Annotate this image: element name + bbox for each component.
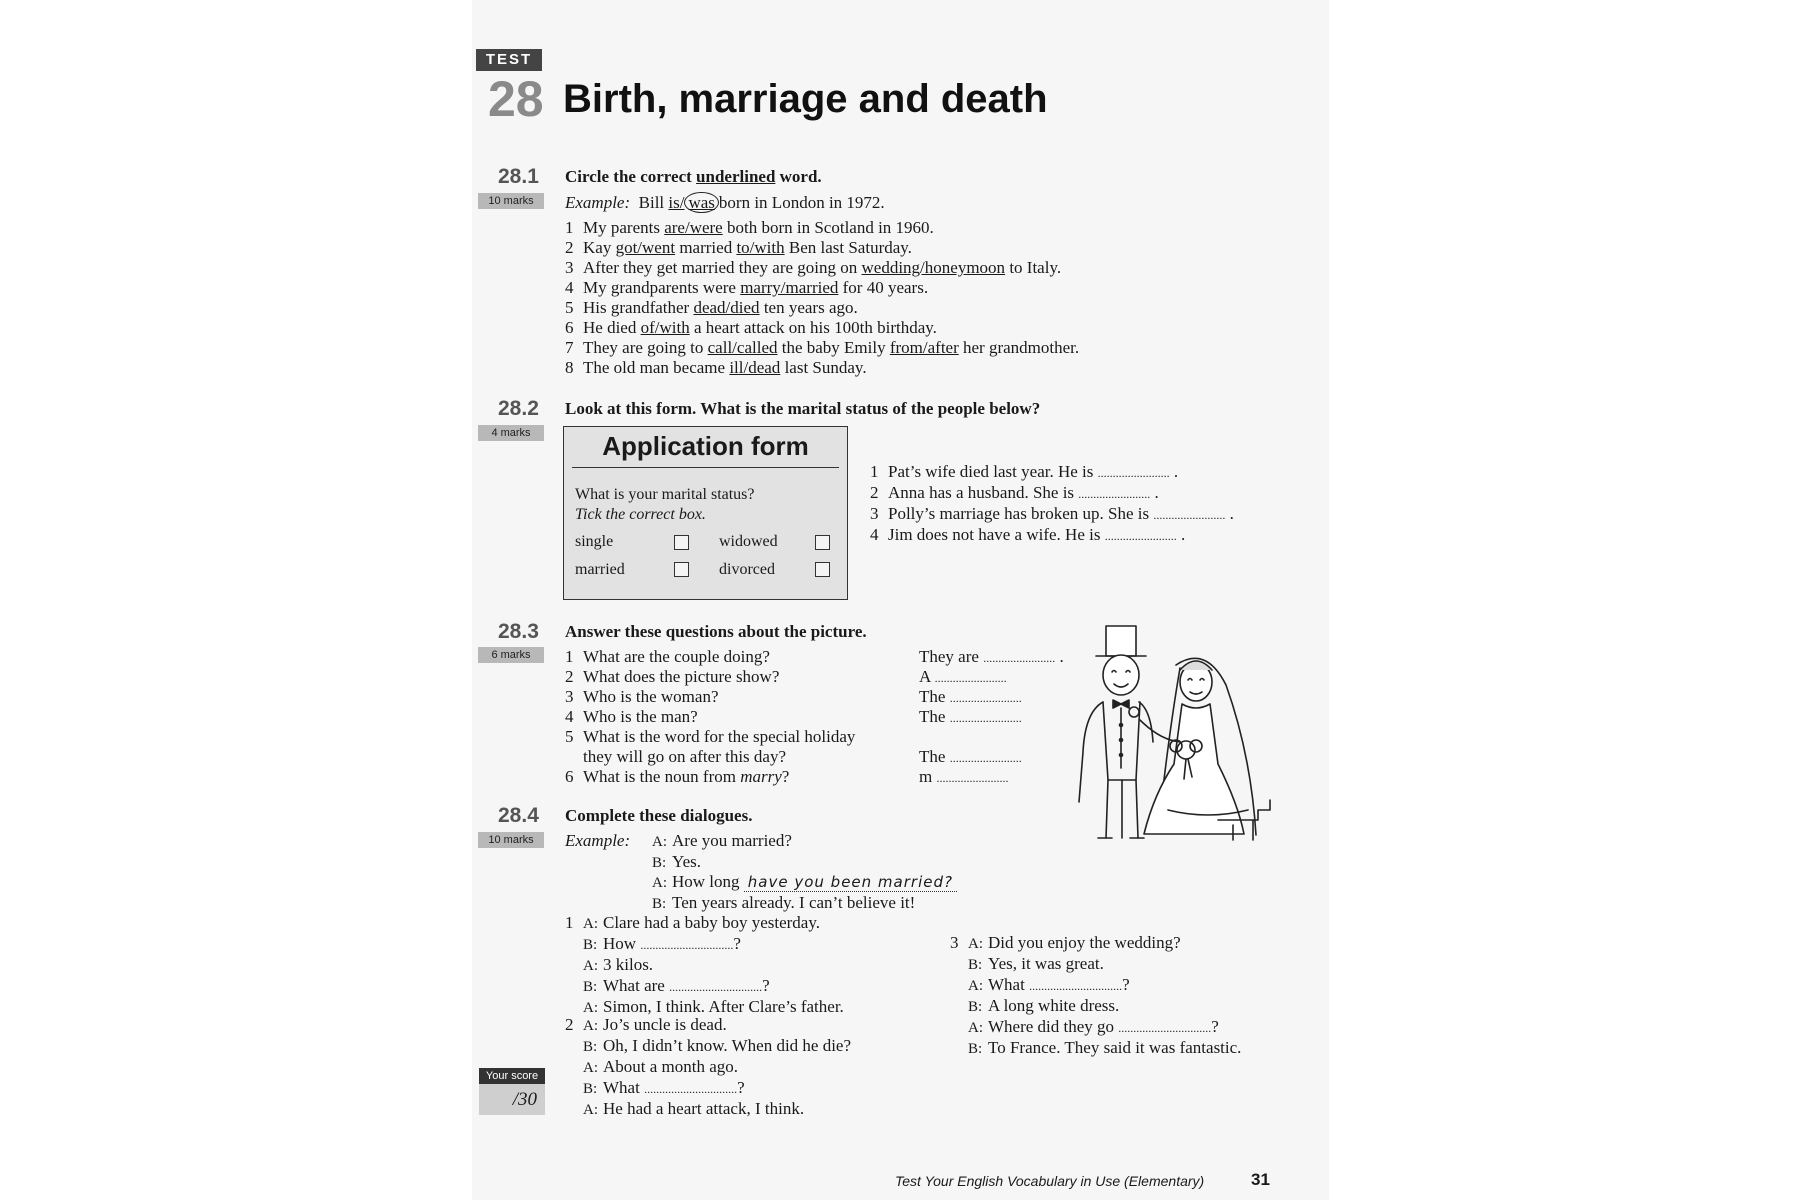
form-title: Application form bbox=[602, 431, 809, 461]
question-text: they will go on after this day? bbox=[583, 747, 787, 766]
section-marks-28-3: 6 marks bbox=[478, 647, 544, 663]
answer-prefix: m bbox=[919, 767, 933, 786]
word-choice: marry/married bbox=[740, 278, 839, 297]
answer-gap: ........................ bbox=[949, 751, 1022, 765]
speaker-label: A: bbox=[968, 978, 983, 994]
answer-line bbox=[919, 647, 1064, 668]
item-number: 3 bbox=[870, 504, 879, 523]
speaker-label: A: bbox=[583, 1060, 598, 1076]
answer-gap: ........................ bbox=[936, 771, 1009, 785]
dialogue-text: Jo’s uncle is dead. bbox=[603, 1015, 727, 1034]
answer-gap: ........................ bbox=[1097, 466, 1170, 480]
item-number: 3 bbox=[565, 258, 574, 277]
list-item bbox=[870, 504, 1234, 525]
item-number: 8 bbox=[565, 358, 574, 377]
item-number: 7 bbox=[565, 338, 574, 357]
dialogue-1 bbox=[565, 913, 844, 1018]
dialogue-text: What are bbox=[603, 976, 665, 995]
item-text: My grandparents were bbox=[583, 278, 741, 297]
dialogue-line bbox=[565, 1099, 851, 1120]
dialogue-line bbox=[565, 955, 844, 976]
dialogue-line bbox=[565, 913, 844, 934]
answer-gap: ........................ bbox=[983, 651, 1056, 665]
item-number: 1 bbox=[565, 218, 574, 237]
item-text: Ben last Saturday. bbox=[784, 238, 912, 257]
dialogue-text: Ten years already. I can’t believe it! bbox=[672, 892, 916, 912]
form-option-widowed: widowed bbox=[719, 533, 778, 550]
item-number: 2 bbox=[565, 238, 574, 257]
item-text: He died bbox=[583, 318, 641, 337]
answer-line bbox=[919, 747, 1022, 768]
item-number: 6 bbox=[565, 318, 574, 337]
question-text: What does the picture show? bbox=[583, 667, 780, 686]
item-text: a heart attack on his 100th birthday. bbox=[689, 318, 937, 337]
word-choice: ill/dead bbox=[729, 358, 781, 377]
item-number: 3 bbox=[565, 687, 574, 706]
list-28-2 bbox=[870, 462, 1234, 546]
answer-gap: ........................ bbox=[949, 691, 1022, 705]
footer-book-title: Test Your English Vocabulary in Use (Elementary) bbox=[895, 1173, 1205, 1189]
dialogue-text: Oh, I didn’t know. When did he die? bbox=[603, 1036, 852, 1055]
speaker-label: A: bbox=[583, 1018, 598, 1034]
form-option-divorced: divorced bbox=[719, 561, 775, 578]
dialogue-number: 1 bbox=[565, 913, 574, 932]
speaker-label: B: bbox=[583, 1039, 598, 1055]
wedding-couple-illustration bbox=[1068, 620, 1278, 845]
list-item bbox=[565, 687, 719, 707]
list-item bbox=[565, 258, 1079, 278]
example-answer: have you been married? bbox=[744, 873, 957, 892]
list-item bbox=[565, 727, 855, 747]
example-dialogue bbox=[652, 831, 957, 913]
dialogue-text: He had a heart attack, I think. bbox=[603, 1099, 805, 1118]
list-item-continued bbox=[583, 747, 786, 767]
dialogue-text: How long bbox=[672, 872, 740, 891]
list-item bbox=[565, 278, 1079, 298]
item-number: 2 bbox=[870, 483, 879, 502]
test-number: 28 bbox=[488, 71, 544, 127]
item-text: last Sunday. bbox=[780, 358, 867, 377]
dialogue-line bbox=[950, 1038, 1241, 1059]
dialogue-line bbox=[950, 1017, 1241, 1038]
item-text: both born in Scotland in 1960. bbox=[722, 218, 934, 237]
dialogue-text: Clare had a baby boy yesterday. bbox=[603, 913, 820, 932]
item-number: 6 bbox=[565, 767, 574, 786]
list-item bbox=[565, 647, 770, 667]
question-text-italic: marry bbox=[740, 767, 782, 786]
dialogue-text: About a month ago. bbox=[603, 1057, 739, 1076]
list-item bbox=[565, 767, 789, 787]
answer-line bbox=[919, 667, 1007, 688]
list-item bbox=[565, 218, 1079, 238]
item-text: Kay bbox=[583, 238, 616, 257]
dialogue-text: To France. They said it was fantastic. bbox=[988, 1038, 1242, 1057]
page-title: Birth, marriage and death bbox=[563, 77, 1048, 121]
dialogue-text: A long white dress. bbox=[988, 996, 1120, 1015]
word-choice: got/went bbox=[615, 238, 676, 257]
question-text-end: ? bbox=[781, 767, 790, 786]
dialogue-line bbox=[565, 934, 844, 955]
item-text: her grandmother. bbox=[958, 338, 1080, 357]
checkbox-widowed[interactable] bbox=[815, 535, 830, 550]
item-text: His grandfather bbox=[583, 298, 694, 317]
dialogue-line bbox=[652, 831, 957, 852]
dialogue-text: Simon, I think. After Clare’s father. bbox=[603, 997, 844, 1016]
word-choice: are/were bbox=[664, 218, 723, 237]
speaker-label: A: bbox=[583, 916, 598, 932]
list-item bbox=[565, 707, 698, 727]
application-form bbox=[563, 426, 848, 600]
speaker-label: A: bbox=[652, 875, 667, 891]
answer-gap: ............................... bbox=[669, 980, 763, 994]
speaker-label: A: bbox=[583, 958, 598, 974]
form-divider bbox=[572, 467, 839, 468]
item-number: 1 bbox=[870, 462, 879, 481]
list-item bbox=[870, 462, 1234, 483]
form-option-married: married bbox=[575, 561, 625, 578]
list-item bbox=[565, 358, 1079, 378]
speaker-label: B: bbox=[583, 1081, 598, 1097]
score-box bbox=[479, 1084, 545, 1115]
speaker-label: B: bbox=[652, 854, 667, 871]
item-text: Pat’s wife died last year. He is bbox=[888, 462, 1094, 481]
form-option-single: single bbox=[575, 533, 614, 550]
answer-gap: ............................... bbox=[1118, 1021, 1212, 1035]
question-text: What is the word for the special holiday bbox=[583, 727, 856, 746]
item-number: 5 bbox=[565, 727, 574, 746]
dialogue-text: What bbox=[603, 1078, 640, 1097]
speaker-label: A: bbox=[583, 1000, 598, 1016]
item-end: . bbox=[1180, 525, 1186, 544]
instruction-28-1: Circle the correct underlined word. bbox=[565, 167, 822, 186]
answer-prefix: A bbox=[919, 667, 931, 686]
answer-gap: ............................... bbox=[1029, 979, 1123, 993]
speaker-label: A: bbox=[583, 1102, 598, 1118]
answer-line bbox=[919, 707, 1022, 728]
answer-prefix: The bbox=[919, 687, 946, 706]
item-text: married bbox=[675, 238, 737, 257]
speaker-label: A: bbox=[968, 936, 983, 952]
answer-gap: ........................ bbox=[1153, 508, 1226, 522]
list-item bbox=[565, 298, 1079, 318]
item-text: The old man became bbox=[583, 358, 730, 377]
dialogue-number: 2 bbox=[565, 1015, 574, 1034]
instruction-28-2: Look at this form. What is the marital status of the people below? bbox=[565, 399, 1041, 418]
speaker-label: B: bbox=[968, 999, 983, 1015]
example-28-1: Example: Bill is/ was born in London in 1972. bbox=[565, 193, 885, 212]
list-item bbox=[565, 238, 1079, 258]
speaker-label: B: bbox=[968, 1041, 983, 1057]
list-item bbox=[565, 667, 779, 687]
speaker-label: A: bbox=[652, 834, 667, 850]
page-number: 31 bbox=[1251, 1170, 1270, 1189]
dialogue-text: Did you enjoy the wedding? bbox=[988, 933, 1181, 952]
item-number: 4 bbox=[565, 707, 574, 726]
section-marks-28-2: 4 marks bbox=[478, 425, 544, 441]
section-number-28-3: 28.3 bbox=[498, 620, 539, 643]
item-number: 4 bbox=[870, 525, 879, 544]
checkbox-single[interactable] bbox=[674, 535, 689, 550]
word-choice: to/with bbox=[736, 238, 785, 257]
answer-gap: ........................ bbox=[1078, 487, 1151, 501]
list-item bbox=[565, 318, 1079, 338]
dialogue-line bbox=[565, 1036, 851, 1057]
list-28-1 bbox=[565, 218, 1079, 378]
section-number-28-2: 28.2 bbox=[498, 397, 539, 420]
speaker-label: B: bbox=[583, 937, 598, 953]
score-value: /30 bbox=[512, 1089, 537, 1110]
speaker-label: B: bbox=[652, 895, 667, 912]
section-number-28-1: 28.1 bbox=[498, 165, 539, 188]
item-number: 2 bbox=[565, 667, 574, 686]
instruction-28-4: Complete these dialogues. bbox=[565, 806, 753, 825]
form-hint: Tick the correct box. bbox=[575, 506, 706, 523]
item-text: ten years ago. bbox=[759, 298, 858, 317]
item-text: to Italy. bbox=[1005, 258, 1062, 277]
dialogue-line bbox=[565, 1057, 851, 1078]
answer-gap: ........................ bbox=[934, 671, 1007, 685]
word-choice: wedding/honeymoon bbox=[861, 258, 1006, 277]
dialogue-text: Yes. bbox=[672, 851, 701, 871]
item-text: Polly’s marriage has broken up. She is bbox=[888, 504, 1150, 523]
speaker-label: B: bbox=[583, 979, 598, 995]
item-end: . bbox=[1229, 504, 1234, 523]
list-item bbox=[870, 525, 1234, 546]
list-item bbox=[565, 338, 1079, 358]
item-text: Jim does not have a wife. He is bbox=[888, 525, 1101, 544]
question-text: What is the noun from bbox=[583, 767, 741, 786]
list-item bbox=[870, 483, 1234, 504]
dialogue-line bbox=[950, 933, 1241, 954]
answer-prefix: They are bbox=[919, 647, 979, 666]
section-marks-28-1: 10 marks bbox=[478, 193, 544, 209]
form-question: What is your marital status? bbox=[575, 486, 755, 503]
item-text: the baby Emily bbox=[777, 338, 890, 357]
question-text: Who is the man? bbox=[583, 707, 698, 726]
dialogue-2 bbox=[565, 1015, 851, 1120]
answer-prefix: The bbox=[919, 707, 946, 726]
answer-prefix: The bbox=[919, 747, 946, 766]
dialogue-end: ? bbox=[737, 1078, 745, 1097]
dialogue-line bbox=[565, 976, 844, 997]
dialogue-line bbox=[950, 975, 1241, 996]
instruction-28-3: Answer these questions about the picture. bbox=[565, 622, 867, 641]
dialogue-line bbox=[652, 872, 957, 893]
question-text: Who is the woman? bbox=[583, 687, 719, 706]
dialogue-text: How bbox=[603, 934, 637, 953]
dialogue-end: ? bbox=[1211, 1017, 1219, 1036]
dialogue-line bbox=[652, 852, 957, 873]
item-number: 1 bbox=[565, 647, 574, 666]
item-text: My parents bbox=[583, 218, 665, 237]
dialogue-text: Yes, it was great. bbox=[988, 954, 1104, 973]
answer-line bbox=[919, 687, 1022, 708]
speaker-label: A: bbox=[968, 1020, 983, 1036]
dialogue-text: What bbox=[988, 975, 1025, 994]
speaker-label: B: bbox=[968, 957, 983, 973]
item-end: . bbox=[1173, 462, 1179, 481]
question-text: What are the couple doing? bbox=[583, 647, 770, 666]
item-text: After they get married they are going on bbox=[583, 258, 862, 277]
score-label: Your score bbox=[479, 1068, 545, 1084]
answer-line bbox=[919, 767, 1008, 788]
item-text: They are going to bbox=[583, 338, 708, 357]
example-label-28-4: Example: bbox=[565, 831, 631, 850]
word-choice: call/called bbox=[707, 338, 778, 357]
answer-gap: ........................ bbox=[949, 711, 1022, 725]
dialogue-end: ? bbox=[762, 976, 770, 995]
item-number: 5 bbox=[565, 298, 574, 317]
answer-gap: ............................... bbox=[644, 1082, 738, 1096]
dialogue-line bbox=[565, 1078, 851, 1099]
dialogue-text: 3 kilos. bbox=[603, 955, 654, 974]
word-choice: dead/died bbox=[693, 298, 760, 317]
answer-gap: ........................ bbox=[1104, 529, 1177, 543]
word-choice: of/with bbox=[640, 318, 690, 337]
item-text: Anna has a husband. She is bbox=[888, 483, 1075, 502]
section-marks-28-4: 10 marks bbox=[478, 832, 544, 848]
word-choice: from/after bbox=[889, 338, 959, 357]
checkbox-married[interactable] bbox=[674, 562, 689, 577]
item-end: . bbox=[1059, 647, 1064, 666]
dialogue-text: Where did they go bbox=[988, 1017, 1115, 1036]
dialogue-line bbox=[652, 893, 957, 914]
dialogue-number: 3 bbox=[950, 933, 959, 952]
dialogue-3 bbox=[950, 933, 1241, 1059]
item-end: . bbox=[1154, 483, 1159, 502]
dialogue-text: Are you married? bbox=[672, 831, 792, 850]
dialogue-line bbox=[565, 1015, 851, 1036]
section-number-28-4: 28.4 bbox=[498, 804, 539, 827]
dialogue-line bbox=[950, 996, 1241, 1017]
item-number: 4 bbox=[565, 278, 574, 297]
dialogue-end: ? bbox=[733, 934, 741, 953]
item-text: for 40 years. bbox=[838, 278, 929, 297]
test-label: TEST bbox=[476, 49, 542, 71]
answer-gap: ............................... bbox=[640, 938, 734, 952]
dialogue-line bbox=[950, 954, 1241, 975]
dialogue-end: ? bbox=[1122, 975, 1130, 994]
checkbox-divorced[interactable] bbox=[815, 562, 830, 577]
